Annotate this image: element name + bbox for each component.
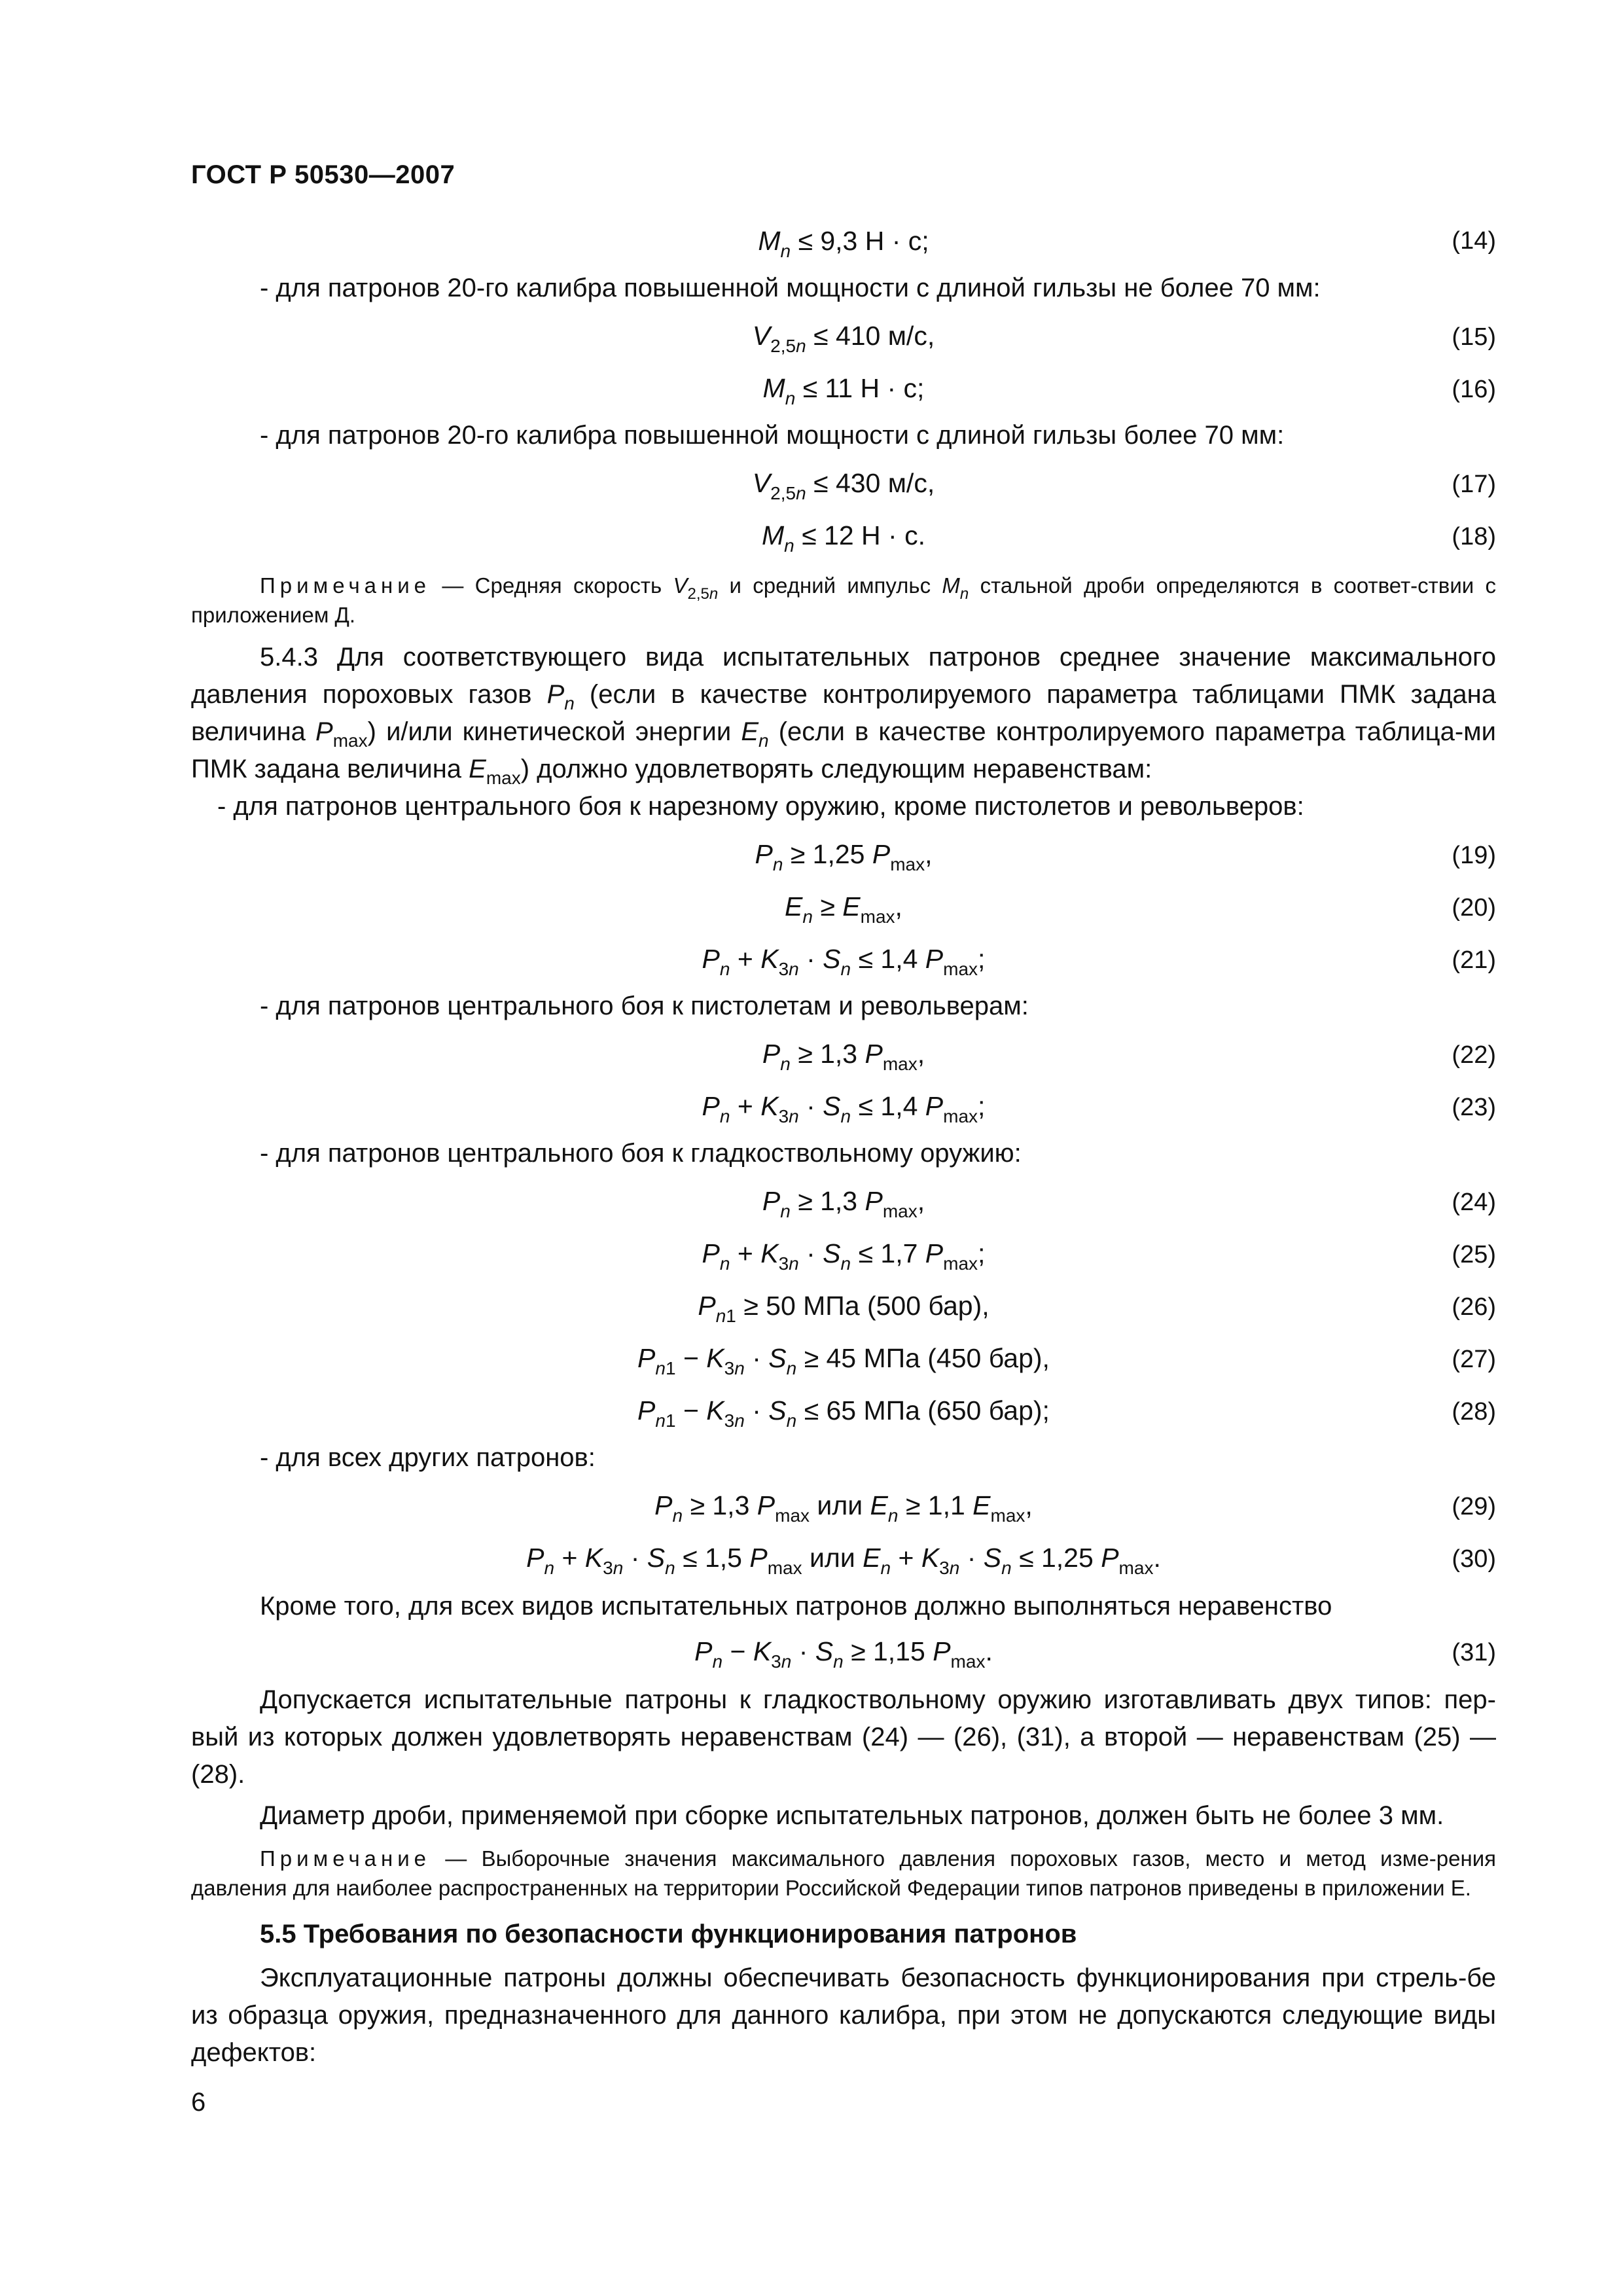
formula: $M_n \le 12$ Н · с. — [762, 520, 925, 556]
equation-20 — [191, 880, 1496, 933]
page-body — [191, 223, 1496, 2072]
paragraph: Кроме того, для всех видов испытательных патронов должно выполняться неравенство — [260, 1592, 1332, 1621]
equation-number: (15) — [1452, 323, 1496, 351]
list-item: - для патронов центрального боя к гладкоствольному оружию: — [260, 1139, 1022, 1168]
formula: $P_n \ge 1,3$ $P_{max}$, — [762, 1039, 925, 1074]
equation-number: (22) — [1452, 1041, 1496, 1069]
formula: $E_n \ge E_{max}$, — [785, 891, 902, 927]
equation-number: (20) — [1452, 894, 1496, 922]
list-item: - для патронов 20-го калибра повышенной мощности с длиной гильзы не более 70 мм: — [260, 274, 1321, 302]
equation-number: (26) — [1452, 1293, 1496, 1321]
equation-number: (18) — [1452, 523, 1496, 550]
formula: $V_{2,5n} \le 410$ м/с, — [752, 321, 935, 356]
equation-number: (25) — [1452, 1241, 1496, 1268]
list-item: - для патронов 20-го калибра повышенной мощности с длиной гильзы более 70 мм: — [260, 421, 1285, 450]
equation-number: (29) — [1452, 1493, 1496, 1520]
equation-31 — [191, 1625, 1496, 1677]
paragraph: Эксплуатационные патроны должны обеспечивать безопасность функционирования при стрель-бе из образца оружия, предназначенного для данного калибра, при этом не допускаются следующие виды дефектов: — [191, 1964, 1496, 2067]
note-label: Примечание — [260, 573, 431, 598]
list-item: - для патронов центрального боя к пистолетам и револьверам: — [260, 992, 1029, 1020]
equation-22 — [191, 1028, 1496, 1080]
formula: $P_{n1} \ge 50$ МПа (500 бар), — [698, 1291, 990, 1326]
equation-26 — [191, 1280, 1496, 1332]
formula: $M_n \le 9,3$ Н · с; — [758, 226, 929, 261]
formula: $P_n + K_{3n} \cdot S_n \le 1,7$ $P_{max}$; — [702, 1238, 986, 1274]
equation-number: (24) — [1452, 1189, 1496, 1216]
equation-25 — [191, 1227, 1496, 1280]
equation-15 — [191, 310, 1496, 362]
note: Примечание — Выборочные значения максимального давления пороховых газов, место и метод изме-рения давления для наиболее распространенных на территории Российской Федерации типов патронов приведены в приложении Е. — [191, 1846, 1496, 1900]
equation-24 — [191, 1175, 1496, 1227]
equation-16 — [191, 362, 1496, 414]
equation-21 — [191, 933, 1496, 985]
formula: $P_n \ge 1,25$ $P_{max}$, — [755, 839, 933, 874]
equation-14 — [191, 223, 1496, 267]
list-item: - для патронов центрального боя к нарезному оружию, кроме пистолетов и револьверов: — [217, 792, 1304, 821]
equation-23 — [191, 1080, 1496, 1132]
formula: $P_{n1} - K_{3n} \cdot S_n \ge 45$ МПа (450 бар), — [637, 1343, 1050, 1378]
equation-29 — [191, 1479, 1496, 1532]
equation-19 — [191, 828, 1496, 880]
equation-30 — [191, 1532, 1496, 1584]
note-label: Примечание — [260, 1846, 431, 1871]
formula: $P_n + K_{3n} \cdot S_n \le 1,4$ $P_{max}$; — [702, 944, 986, 979]
document-header: ГОСТ Р 50530—2007 — [191, 160, 455, 189]
formula: $M_n \le 11$ Н · с; — [762, 373, 925, 408]
equation-number: (23) — [1452, 1094, 1496, 1121]
equation-number: (16) — [1452, 376, 1496, 403]
formula: $P_n \ge 1,3$ $P_{max}$, — [762, 1186, 925, 1221]
paragraph: Диаметр дроби, применяемой при сборке испытательных патронов, должен быть не более 3 мм. — [260, 1801, 1444, 1830]
list-item: - для всех других патронов: — [260, 1443, 596, 1472]
page-number: 6 — [191, 2088, 206, 2117]
equation-17 — [191, 457, 1496, 509]
equation-18 — [191, 509, 1496, 562]
formula: $P_n - K_{3n} \cdot S_n \ge 1,15$ $P_{max}$. — [694, 1636, 993, 1672]
equation-number: (19) — [1452, 842, 1496, 869]
formula: $V_{2,5n} \le 430$ м/с, — [752, 468, 935, 503]
section-heading: 5.5 Требования по безопасности функционирования патронов — [260, 1920, 1077, 1948]
paragraph-5-4-3: 5.4.3 Для соответствующего вида испытательных патронов среднее значение максимального давления пороховых газов $P_n$ (если в качестве контролируемого параметра таблицами ПМК задана величина $P_{max}$) и/или кинетической энергии $E_n$ (если в качестве контролируемого параметра таблица-ми ПМК задана величина $E_{max}$) должно удовлетворять следующим неравенствам: — [191, 643, 1497, 788]
formula: $P_n + K_{3n} \cdot S_n \le 1,4$ $P_{max}$; — [702, 1091, 986, 1126]
equation-28 — [191, 1384, 1496, 1437]
equation-27 — [191, 1332, 1496, 1384]
equation-number: (14) — [1452, 227, 1496, 255]
note: Примечание — Средняя скорость $V_{2,5n}$ и средний импульс $M_n$ стальной дроби определяются в соответ-ствии с приложением Д. — [191, 573, 1496, 627]
equation-number: (21) — [1452, 946, 1496, 974]
formula: $P_n \ge 1,3$ $P_{max}$ или $E_n \ge 1,1$ $E_{max}$, — [654, 1490, 1033, 1526]
paragraph: Допускается испытательные патроны к гладкоствольному оружию изготавливать двух типов: пер-вый из которых должен удовлетворять неравенствам (24) — (26), (31), а второй — неравенствам (25) — (28). — [191, 1685, 1496, 1789]
equation-number: (31) — [1452, 1639, 1496, 1666]
equation-number: (17) — [1452, 471, 1496, 498]
formula: $P_{n1} - K_{3n} \cdot S_n \le 65$ МПа (650 бар); — [637, 1395, 1050, 1431]
equation-number: (30) — [1452, 1545, 1496, 1573]
equation-number: (28) — [1452, 1398, 1496, 1426]
equation-number: (27) — [1452, 1346, 1496, 1373]
formula: $P_n + K_{3n} \cdot S_n \le 1,5$ $P_{max}$ или $E_n + K_{3n} \cdot S_n \le 1,25$ $P_{max}$. — [526, 1543, 1161, 1578]
